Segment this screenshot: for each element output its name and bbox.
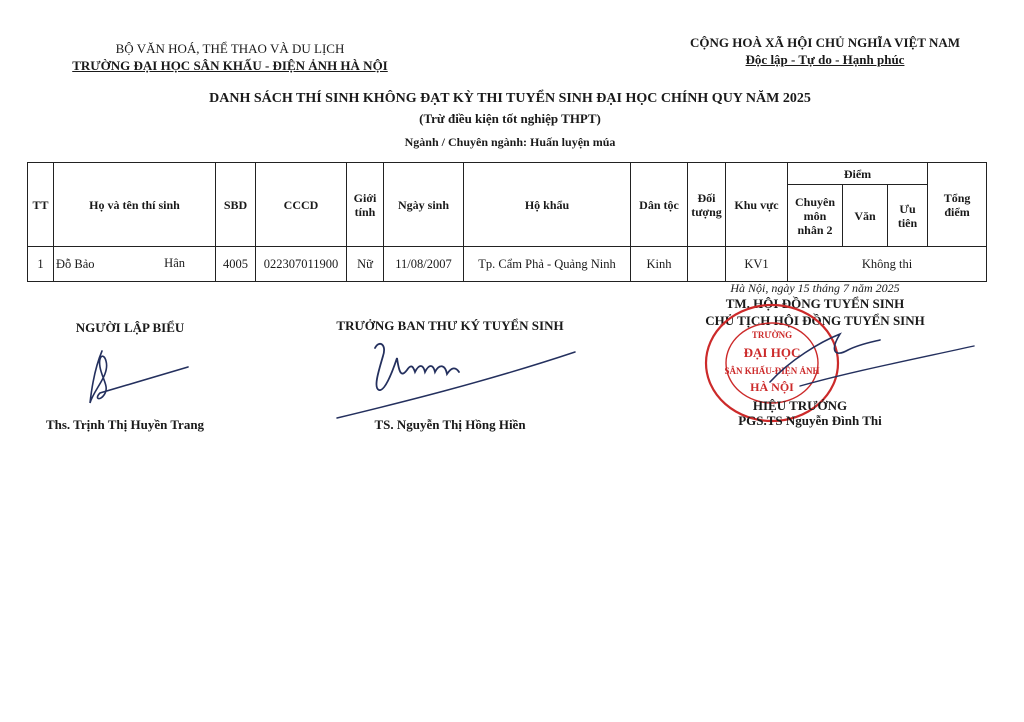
header-sbd: SBD: [216, 163, 256, 247]
cell-cccd: 022307011900: [256, 247, 347, 282]
header-score-literature: Văn: [843, 185, 888, 247]
cell-ethnicity: Kinh: [631, 247, 688, 282]
stamp-line-3: SÂN KHẤU-ĐIỆN ẢNH: [724, 366, 820, 376]
council-line-1: TM. HỘI ĐỒNG TUYỂN SINH: [725, 296, 905, 311]
header-scores: Điểm: [788, 163, 928, 185]
date-line: Hà Nội, ngày 15 tháng 7 năm 2025: [730, 281, 900, 295]
national-motto: Độc lập - Tự do - Hạnh phúc: [745, 52, 905, 67]
header-gender: Giới tính: [347, 163, 384, 247]
secretary-title: TRƯỞNG BAN THƯ KÝ TUYỂN SINH: [336, 318, 564, 333]
cell-sbd: 4005: [216, 247, 256, 282]
header-ethnicity: Dân tộc: [631, 163, 688, 247]
cell-region: KV1: [726, 247, 788, 282]
document-subtitle: (Trừ điều kiện tốt nghiệp THPT): [419, 111, 601, 126]
stamp-line-2: ĐẠI HỌC: [743, 345, 801, 360]
ministry-name: BỘ VĂN HOÁ, THỂ THAO VÀ DU LỊCH: [115, 41, 345, 56]
university-name: TRƯỜNG ĐẠI HỌC SÂN KHẤU - ĐIỆN ẢNH HÀ NỘI: [72, 58, 388, 73]
cell-residence: Tp. Cẩm Phả - Quảng Ninh: [464, 247, 631, 282]
stamp-line-1: TRƯỜNG: [751, 330, 793, 340]
preparer-title: NGƯỜI LẬP BIỂU: [75, 320, 185, 335]
header-score-major: Chuyên môn nhân 2: [788, 185, 843, 247]
secretary-signature: [335, 330, 580, 425]
document-title: DANH SÁCH THÍ SINH KHÔNG ĐẠT KỲ THI TUYỂN SINH ĐẠI HỌC CHÍNH QUY NĂM 2025: [209, 91, 811, 106]
cell-family-name: Đỗ Bảo: [56, 256, 95, 271]
cell-given-name: Hân: [164, 256, 185, 270]
header-region: Khu vực: [726, 163, 788, 247]
council-line-2: CHỦ TỊCH HỘI ĐỒNG TUYỂN SINH: [705, 313, 925, 328]
cell-tt: 1: [28, 247, 54, 282]
national-header: [640, 34, 1010, 68]
candidate-table: [27, 162, 987, 282]
header-cccd: CCCD: [256, 163, 347, 247]
preparer-signature: [70, 345, 200, 415]
preparer-name: Ths. Trịnh Thị Huyền Trang: [45, 417, 205, 432]
header-residence: Hộ khẩu: [464, 163, 631, 247]
header-score-bonus: Ưu tiên: [888, 185, 928, 247]
cell-dob: 11/08/2007: [384, 247, 464, 282]
rector-signature: [760, 320, 980, 400]
header-total: Tổng điểm: [928, 163, 987, 247]
issuer-block: [30, 40, 430, 74]
major-line: Ngành / Chuyên ngành: Huấn luyện múa: [404, 135, 616, 149]
cell-gender: Nữ: [347, 247, 384, 282]
header-name: Họ và tên thí sinh: [54, 163, 216, 247]
header-tt: TT: [28, 163, 54, 247]
header-priority-group: Đối tượng: [688, 163, 726, 247]
rector-title: HIỆU TRƯỞNG: [752, 398, 848, 413]
stamp-line-4: HÀ NỘI: [750, 380, 794, 394]
header-dob: Ngày sinh: [384, 163, 464, 247]
table-row: [28, 247, 987, 282]
cell-name: [54, 247, 216, 282]
secretary-name: TS. Nguyễn Thị Hồng Hiền: [374, 417, 526, 432]
cell-result: Không thi: [788, 247, 987, 282]
country-name: CỘNG HOÀ XÃ HỘI CHỦ NGHĨA VIỆT NAM: [689, 35, 961, 50]
rector-name: PGS.TS Nguyễn Đình Thi: [738, 413, 882, 428]
cell-priority-group: [688, 247, 726, 282]
